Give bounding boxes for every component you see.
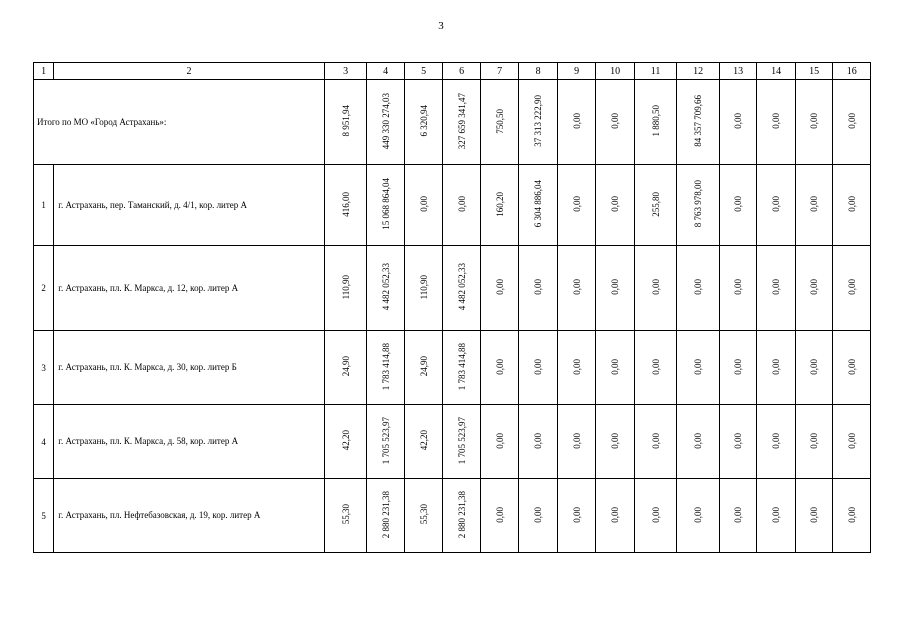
cell-value: 0,00 (809, 358, 820, 375)
cell-value: 8 951,94 (340, 105, 351, 137)
column-header: 8 (519, 63, 558, 80)
cell-value: 1 783 414,88 (456, 342, 467, 391)
value-cell (404, 246, 443, 331)
value-cell (634, 165, 677, 246)
column-header: 14 (757, 63, 796, 80)
value-cell (443, 246, 480, 331)
data-table (33, 62, 871, 553)
cell-value: 0,00 (733, 506, 744, 523)
cell-value: 1 783 414,88 (380, 342, 391, 391)
value-cell (757, 405, 796, 479)
cell-value: 0,00 (494, 279, 505, 295)
value-cell (795, 80, 832, 165)
cell-value: 750,50 (494, 108, 505, 134)
value-cell (833, 331, 871, 405)
value-cell (833, 405, 871, 479)
cell-value: 42,20 (340, 430, 351, 451)
cell-value: 0,00 (610, 432, 621, 449)
cell-value: 255,80 (650, 191, 661, 217)
cell-value: 0,00 (650, 358, 661, 375)
cell-value: 4 482 052,33 (456, 263, 467, 311)
value-cell (480, 479, 519, 553)
cell-value: 0,00 (693, 279, 704, 295)
value-cell (324, 80, 367, 165)
value-cell (519, 80, 558, 165)
cell-value: 1 705 523,97 (380, 416, 391, 465)
value-cell (557, 246, 596, 331)
value-cell (596, 246, 635, 331)
value-cell (557, 331, 596, 405)
cell-value: 0,00 (846, 196, 857, 212)
value-cell (833, 246, 871, 331)
cell-value: 0,00 (809, 113, 820, 129)
value-cell (519, 479, 558, 553)
value-cell (795, 405, 832, 479)
cell-value: 0,00 (610, 279, 621, 295)
value-cell (757, 246, 796, 331)
value-cell (557, 165, 596, 246)
value-cell (833, 479, 871, 553)
value-cell (367, 165, 404, 246)
row-number: 5 (34, 479, 54, 553)
cell-value: 37 313 222,90 (533, 95, 544, 147)
cell-value: 0,00 (733, 113, 744, 129)
cell-value: 0,00 (571, 358, 582, 375)
column-header: 16 (833, 63, 871, 80)
cell-value: 0,00 (846, 113, 857, 129)
cell-value: 0,00 (610, 113, 621, 129)
cell-value: 160,20 (494, 191, 505, 217)
header-row (34, 63, 871, 80)
column-header: 3 (324, 63, 367, 80)
total-row (34, 80, 871, 165)
cell-value: 0,00 (846, 279, 857, 295)
column-header: 10 (596, 63, 635, 80)
cell-value: 0,00 (571, 432, 582, 449)
value-cell (443, 405, 480, 479)
value-cell (367, 80, 404, 165)
cell-value: 0,00 (494, 506, 505, 523)
value-cell (719, 165, 756, 246)
cell-value: 0,00 (771, 432, 782, 449)
value-cell (367, 479, 404, 553)
cell-value: 327 659 341,47 (456, 92, 467, 150)
cell-value: 0,00 (533, 279, 544, 295)
value-cell (677, 405, 720, 479)
value-cell (480, 331, 519, 405)
value-cell (634, 331, 677, 405)
cell-value: 55,30 (340, 504, 351, 525)
value-cell (557, 80, 596, 165)
address-cell: г. Астрахань, пл. К. Маркса, д. 12, кор. литер А (54, 246, 325, 331)
cell-value: 2 880 231,38 (380, 490, 391, 539)
value-cell (404, 331, 443, 405)
value-cell (719, 331, 756, 405)
value-cell (596, 405, 635, 479)
value-cell (634, 479, 677, 553)
cell-value: 0,00 (693, 358, 704, 375)
value-cell (596, 331, 635, 405)
cell-value: 0,00 (733, 432, 744, 449)
value-cell (719, 479, 756, 553)
value-cell (324, 405, 367, 479)
value-cell (677, 80, 720, 165)
cell-value: 0,00 (533, 432, 544, 449)
row-number: 3 (34, 331, 54, 405)
cell-value: 2 880 231,38 (456, 490, 467, 539)
cell-value: 0,00 (846, 432, 857, 449)
value-cell (519, 331, 558, 405)
total-label: Итого по МО «Город Астрахань»: (34, 80, 325, 165)
value-cell (480, 80, 519, 165)
value-cell (443, 80, 480, 165)
address-cell: г. Астрахань, пл. Нефтебазовская, д. 19, кор. литер А (54, 479, 325, 553)
value-cell (634, 80, 677, 165)
address-cell: г. Астрахань, пл. К. Маркса, д. 30, кор. литер Б (54, 331, 325, 405)
cell-value: 0,00 (571, 113, 582, 129)
value-cell (596, 165, 635, 246)
value-cell (677, 165, 720, 246)
cell-value: 0,00 (494, 358, 505, 375)
value-cell (795, 246, 832, 331)
value-cell (719, 405, 756, 479)
cell-value: 0,00 (693, 506, 704, 523)
value-cell (404, 405, 443, 479)
column-header: 15 (795, 63, 832, 80)
value-cell (833, 80, 871, 165)
value-cell (757, 80, 796, 165)
cell-value: 24,90 (418, 356, 429, 377)
value-cell (480, 165, 519, 246)
cell-value: 0,00 (610, 506, 621, 523)
table-row (34, 331, 871, 405)
cell-value: 0,00 (533, 358, 544, 375)
cell-value: 15 068 864,04 (380, 178, 391, 230)
cell-value: 0,00 (650, 279, 661, 295)
cell-value: 0,00 (650, 506, 661, 523)
cell-value: 0,00 (494, 432, 505, 449)
value-cell (367, 246, 404, 331)
cell-value: 0,00 (533, 506, 544, 523)
cell-value: 55,30 (418, 504, 429, 525)
cell-value: 0,00 (771, 506, 782, 523)
value-cell (519, 246, 558, 331)
value-cell (557, 479, 596, 553)
value-cell (443, 479, 480, 553)
row-number: 1 (34, 165, 54, 246)
cell-value: 0,00 (693, 432, 704, 449)
address-cell: г. Астрахань, пер. Таманский, д. 4/1, кор. литер А (54, 165, 325, 246)
cell-value: 0,00 (456, 196, 467, 212)
value-cell (404, 479, 443, 553)
value-cell (795, 479, 832, 553)
value-cell (795, 331, 832, 405)
value-cell (677, 246, 720, 331)
value-cell (324, 165, 367, 246)
table-row (34, 405, 871, 479)
cell-value: 416,00 (340, 191, 351, 217)
column-header: 13 (719, 63, 756, 80)
row-number: 4 (34, 405, 54, 479)
cell-value: 0,00 (771, 113, 782, 129)
value-cell (634, 246, 677, 331)
cell-value: 6 320,94 (418, 105, 429, 137)
column-header: 9 (557, 63, 596, 80)
cell-value: 0,00 (809, 506, 820, 523)
cell-value: 1 705 523,97 (456, 416, 467, 465)
row-number: 2 (34, 246, 54, 331)
cell-value: 42,20 (418, 430, 429, 451)
value-cell (795, 165, 832, 246)
cell-value: 0,00 (733, 279, 744, 295)
column-header: 5 (404, 63, 443, 80)
value-cell (367, 331, 404, 405)
value-cell (757, 331, 796, 405)
table-row (34, 479, 871, 553)
cell-value: 6 304 886,04 (533, 180, 544, 228)
value-cell (443, 331, 480, 405)
cell-value: 0,00 (571, 506, 582, 523)
value-cell (367, 405, 404, 479)
cell-value: 0,00 (610, 358, 621, 375)
column-header: 1 (34, 63, 54, 80)
cell-value: 0,00 (846, 506, 857, 523)
column-header: 11 (634, 63, 677, 80)
value-cell (324, 479, 367, 553)
cell-value: 24,90 (340, 356, 351, 377)
column-header: 12 (677, 63, 720, 80)
cell-value: 0,00 (733, 358, 744, 375)
value-cell (757, 479, 796, 553)
value-cell (324, 246, 367, 331)
value-cell (443, 165, 480, 246)
cell-value: 1 880,50 (650, 105, 661, 137)
cell-value: 0,00 (733, 196, 744, 212)
column-header: 6 (443, 63, 480, 80)
cell-value: 0,00 (571, 196, 582, 212)
column-header: 7 (480, 63, 519, 80)
value-cell (833, 165, 871, 246)
cell-value: 0,00 (650, 432, 661, 449)
cell-value: 0,00 (610, 196, 621, 212)
table-row (34, 165, 871, 246)
cell-value: 0,00 (809, 279, 820, 295)
column-header: 4 (367, 63, 404, 80)
value-cell (480, 405, 519, 479)
cell-value: 0,00 (771, 279, 782, 295)
cell-value: 0,00 (809, 196, 820, 212)
table-row (34, 246, 871, 331)
value-cell (324, 331, 367, 405)
cell-value: 0,00 (809, 432, 820, 449)
cell-value: 110,90 (340, 274, 351, 300)
cell-value: 0,00 (418, 196, 429, 212)
cell-value: 0,00 (571, 279, 582, 295)
value-cell (404, 165, 443, 246)
cell-value: 0,00 (846, 358, 857, 375)
cell-value: 4 482 052,33 (380, 263, 391, 311)
column-header: 2 (54, 63, 325, 80)
cell-value: 110,90 (418, 274, 429, 300)
value-cell (634, 405, 677, 479)
value-cell (757, 165, 796, 246)
value-cell (677, 331, 720, 405)
value-cell (719, 80, 756, 165)
cell-value: 0,00 (771, 196, 782, 212)
cell-value: 0,00 (771, 358, 782, 375)
page-number: 3 (438, 20, 444, 32)
cell-value: 8 763 978,00 (693, 180, 704, 228)
value-cell (719, 246, 756, 331)
value-cell (519, 405, 558, 479)
cell-value: 84 357 709,66 (693, 95, 704, 147)
value-cell (519, 165, 558, 246)
address-cell: г. Астрахань, пл. К. Маркса, д. 58, кор. литер А (54, 405, 325, 479)
cell-value: 449 330 274,03 (380, 92, 391, 150)
value-cell (557, 405, 596, 479)
value-cell (596, 479, 635, 553)
value-cell (480, 246, 519, 331)
value-cell (677, 479, 720, 553)
value-cell (596, 80, 635, 165)
value-cell (404, 80, 443, 165)
